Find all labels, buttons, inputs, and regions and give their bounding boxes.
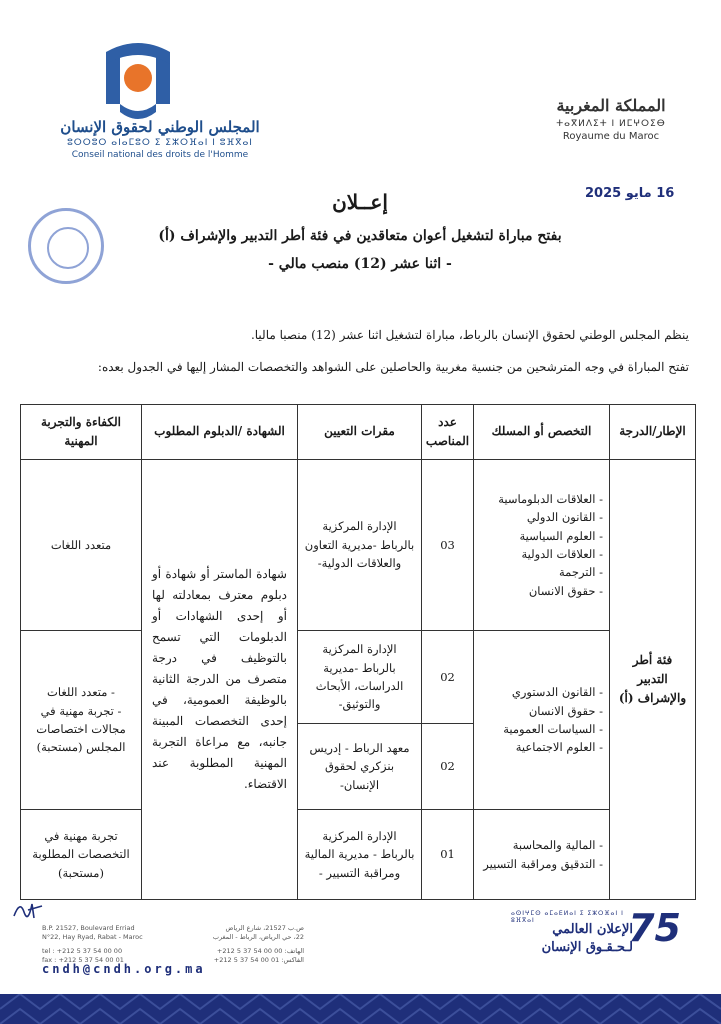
address-line: B.P. 21527, Boulevard Erriad (42, 924, 135, 932)
signature-icon (12, 896, 46, 922)
footer-email-link[interactable]: cndh@cndh.org.ma (42, 962, 206, 976)
intro-paragraph-conditions: تفتح المباراة في وجه المترشحين من جنسية مغربية والحاصلين على الشواهد والتخصصات المشار إليها في الجدول بعده: (97, 360, 689, 374)
specialty-cell-group3 (473, 809, 610, 900)
udhr-tifinagh: ⴰⵙⵏⵖⵎⵙ ⴰⵎⴰⴹⵍⴰⵏ ⵉ ⵉⵣⵔⴼⴰⵏ ⵏ ⵓⴼⴳⴰⵏ (511, 910, 624, 924)
cndh-logo (40, 42, 280, 162)
header-competence: الكفاءة والتجربة المهنية (20, 404, 142, 460)
header-count: عدد المناصب (421, 404, 474, 460)
udhr-75-logo (511, 906, 681, 966)
list-item: - العلوم السياسية (519, 528, 603, 543)
announcement-positions-count: - اثنا عشر (12) منصب مالي - (268, 256, 452, 272)
count-cell-row4: 01 (421, 809, 474, 900)
address-line: ص.ب 21527، شارع الرياض (225, 924, 304, 932)
location-cell-row4: الإدارة المركزية بالرباط - مديرية المالية ومراقبة التسيير - (297, 809, 422, 900)
footer-address-arabic (164, 924, 304, 966)
header-location: مقرات التعيين (297, 404, 422, 460)
kingdom-arabic: المملكة المغربية (556, 96, 666, 115)
count-cell-row2: 02 (421, 630, 474, 724)
list-item: - متعدد اللغات (47, 685, 115, 700)
list-item: - حقوق الانسان (528, 583, 603, 598)
cndh-emblem-icon (98, 42, 178, 122)
specialty-cell-group2 (473, 630, 610, 810)
positions-table (20, 404, 696, 900)
grade-cell: فئة أطر التدبير والإشراف (أ) (609, 459, 696, 900)
fax-line: fax : +212 5 37 54 00 01 (42, 956, 124, 965)
announcement-subtitle: بفتح مباراة لتشغيل أعوان متعاقدين في فئة أطر التدبير والإشراف (أ) (158, 228, 562, 244)
count-cell-row1: 03 (421, 459, 474, 631)
list-item: - المالية والمحاسبة (512, 838, 603, 853)
intro-paragraph: ينظم المجلس الوطني لحقوق الإنسان بالرباط، مباراة لتشغيل اثنا عشر (12) منصبا ماليا. (250, 328, 689, 342)
footer-pattern-icon (0, 994, 721, 1024)
footer-address-french (42, 924, 143, 966)
list-item: - القانون الدولي (526, 510, 603, 525)
list-item: - العلوم الاجتماعية (515, 740, 603, 755)
header-specialty: التخصص أو المسلك (473, 404, 610, 460)
cndh-name-french: Conseil national des droits de l'Homme (71, 150, 249, 160)
list-item: - السياسات العمومية (503, 722, 603, 736)
phone-line: الهاتف: 00 00 54 37 5 212+ (216, 946, 304, 955)
list-item: - العلاقات الدولية (521, 547, 603, 561)
kingdom-header (541, 96, 681, 142)
list-item: - التدقيق ومراقبة التسيير (483, 856, 603, 871)
address-line: N°22, Hay Ryad, Rabat - Maroc (42, 933, 143, 942)
document-date: 16 مايو 2025 (585, 186, 675, 201)
location-cell-row2: الإدارة المركزية بالرباط -مديرية الدراسات، الأبحاث والتوثيق- (297, 630, 422, 724)
competence-cell-rows2-3 (20, 630, 142, 810)
phone-line: tel : +212 5 37 54 00 00 (42, 946, 123, 955)
list-item: - تجربة مهنية في مجالات اختصاصات المجلس (مستحبة) (36, 703, 126, 755)
announcement-title: إعــلان (332, 190, 388, 214)
list-item: - العلاقات الدبلوماسية (498, 491, 603, 506)
cndh-name-tifinagh: ⵓⵔⵔⵓⵔ ⴰⵏⴰⵎⵓⵔ ⵉ ⵉⵣⵔⴼⴰⵏ ⵏ ⵓⴼⴳⴰⵏ (67, 138, 253, 148)
udhr-arabic-line1: الإعلان العالمي (552, 922, 633, 937)
address-line: 22، حي الرياض، الرباط - المغرب (212, 933, 304, 942)
udhr-arabic-line2: لـحـقـوق الإنسان (541, 940, 633, 955)
specialty-cell-group1 (473, 459, 610, 631)
list-item: - الترجمة (559, 565, 603, 580)
header-grade: الإطار/الدرجة (609, 404, 696, 460)
official-stamp-icon (28, 208, 104, 284)
competence-cell-row1: متعدد اللغات (20, 459, 142, 631)
udhr-anniversary-number: 75 (628, 906, 681, 950)
location-cell-row3: معهد الرباط - إدريس بنزكري لحقوق الإنسان- (297, 723, 422, 810)
header-diploma: الشهادة /الدبلوم المطلوب (141, 404, 298, 460)
kingdom-tifinagh: ⵜⴰⴳⵍⴷⵉⵜ ⵏ ⵍⵎⵖⵔⵉⴱ (556, 119, 666, 129)
count-cell-row3: 02 (421, 723, 474, 810)
list-item: - حقوق الانسان (528, 703, 603, 718)
kingdom-french: Royaume du Maroc (562, 131, 660, 142)
fax-line: الفاكس: 01 00 54 37 5 212+ (213, 956, 304, 965)
diploma-cell: شهادة الماستر أو شهادة أو دبلوم معترف بمعادلته لها أو إحدى الشهادات أو الدبلومات التي تسمح بالتوظيف في درجة متصرف من الدرجة الثانية بالوظيفة العمومية، في إحدى التخصصات المبينة جانبه، مع مراعاة التجربة المهنية المطلوبة عند الاقتضاء. (141, 459, 298, 900)
cndh-name-arabic: المجلس الوطني لحقوق الإنسان (60, 118, 260, 136)
list-item: - القانون الدستوري (511, 685, 603, 700)
competence-cell-row4: تجربة مهنية في التخصصات المطلوبة (مستحبة) (20, 809, 142, 900)
location-cell-row1: الإدارة المركزية بالرباط -مديرية التعاون والعلاقات الدولية- (297, 459, 422, 631)
